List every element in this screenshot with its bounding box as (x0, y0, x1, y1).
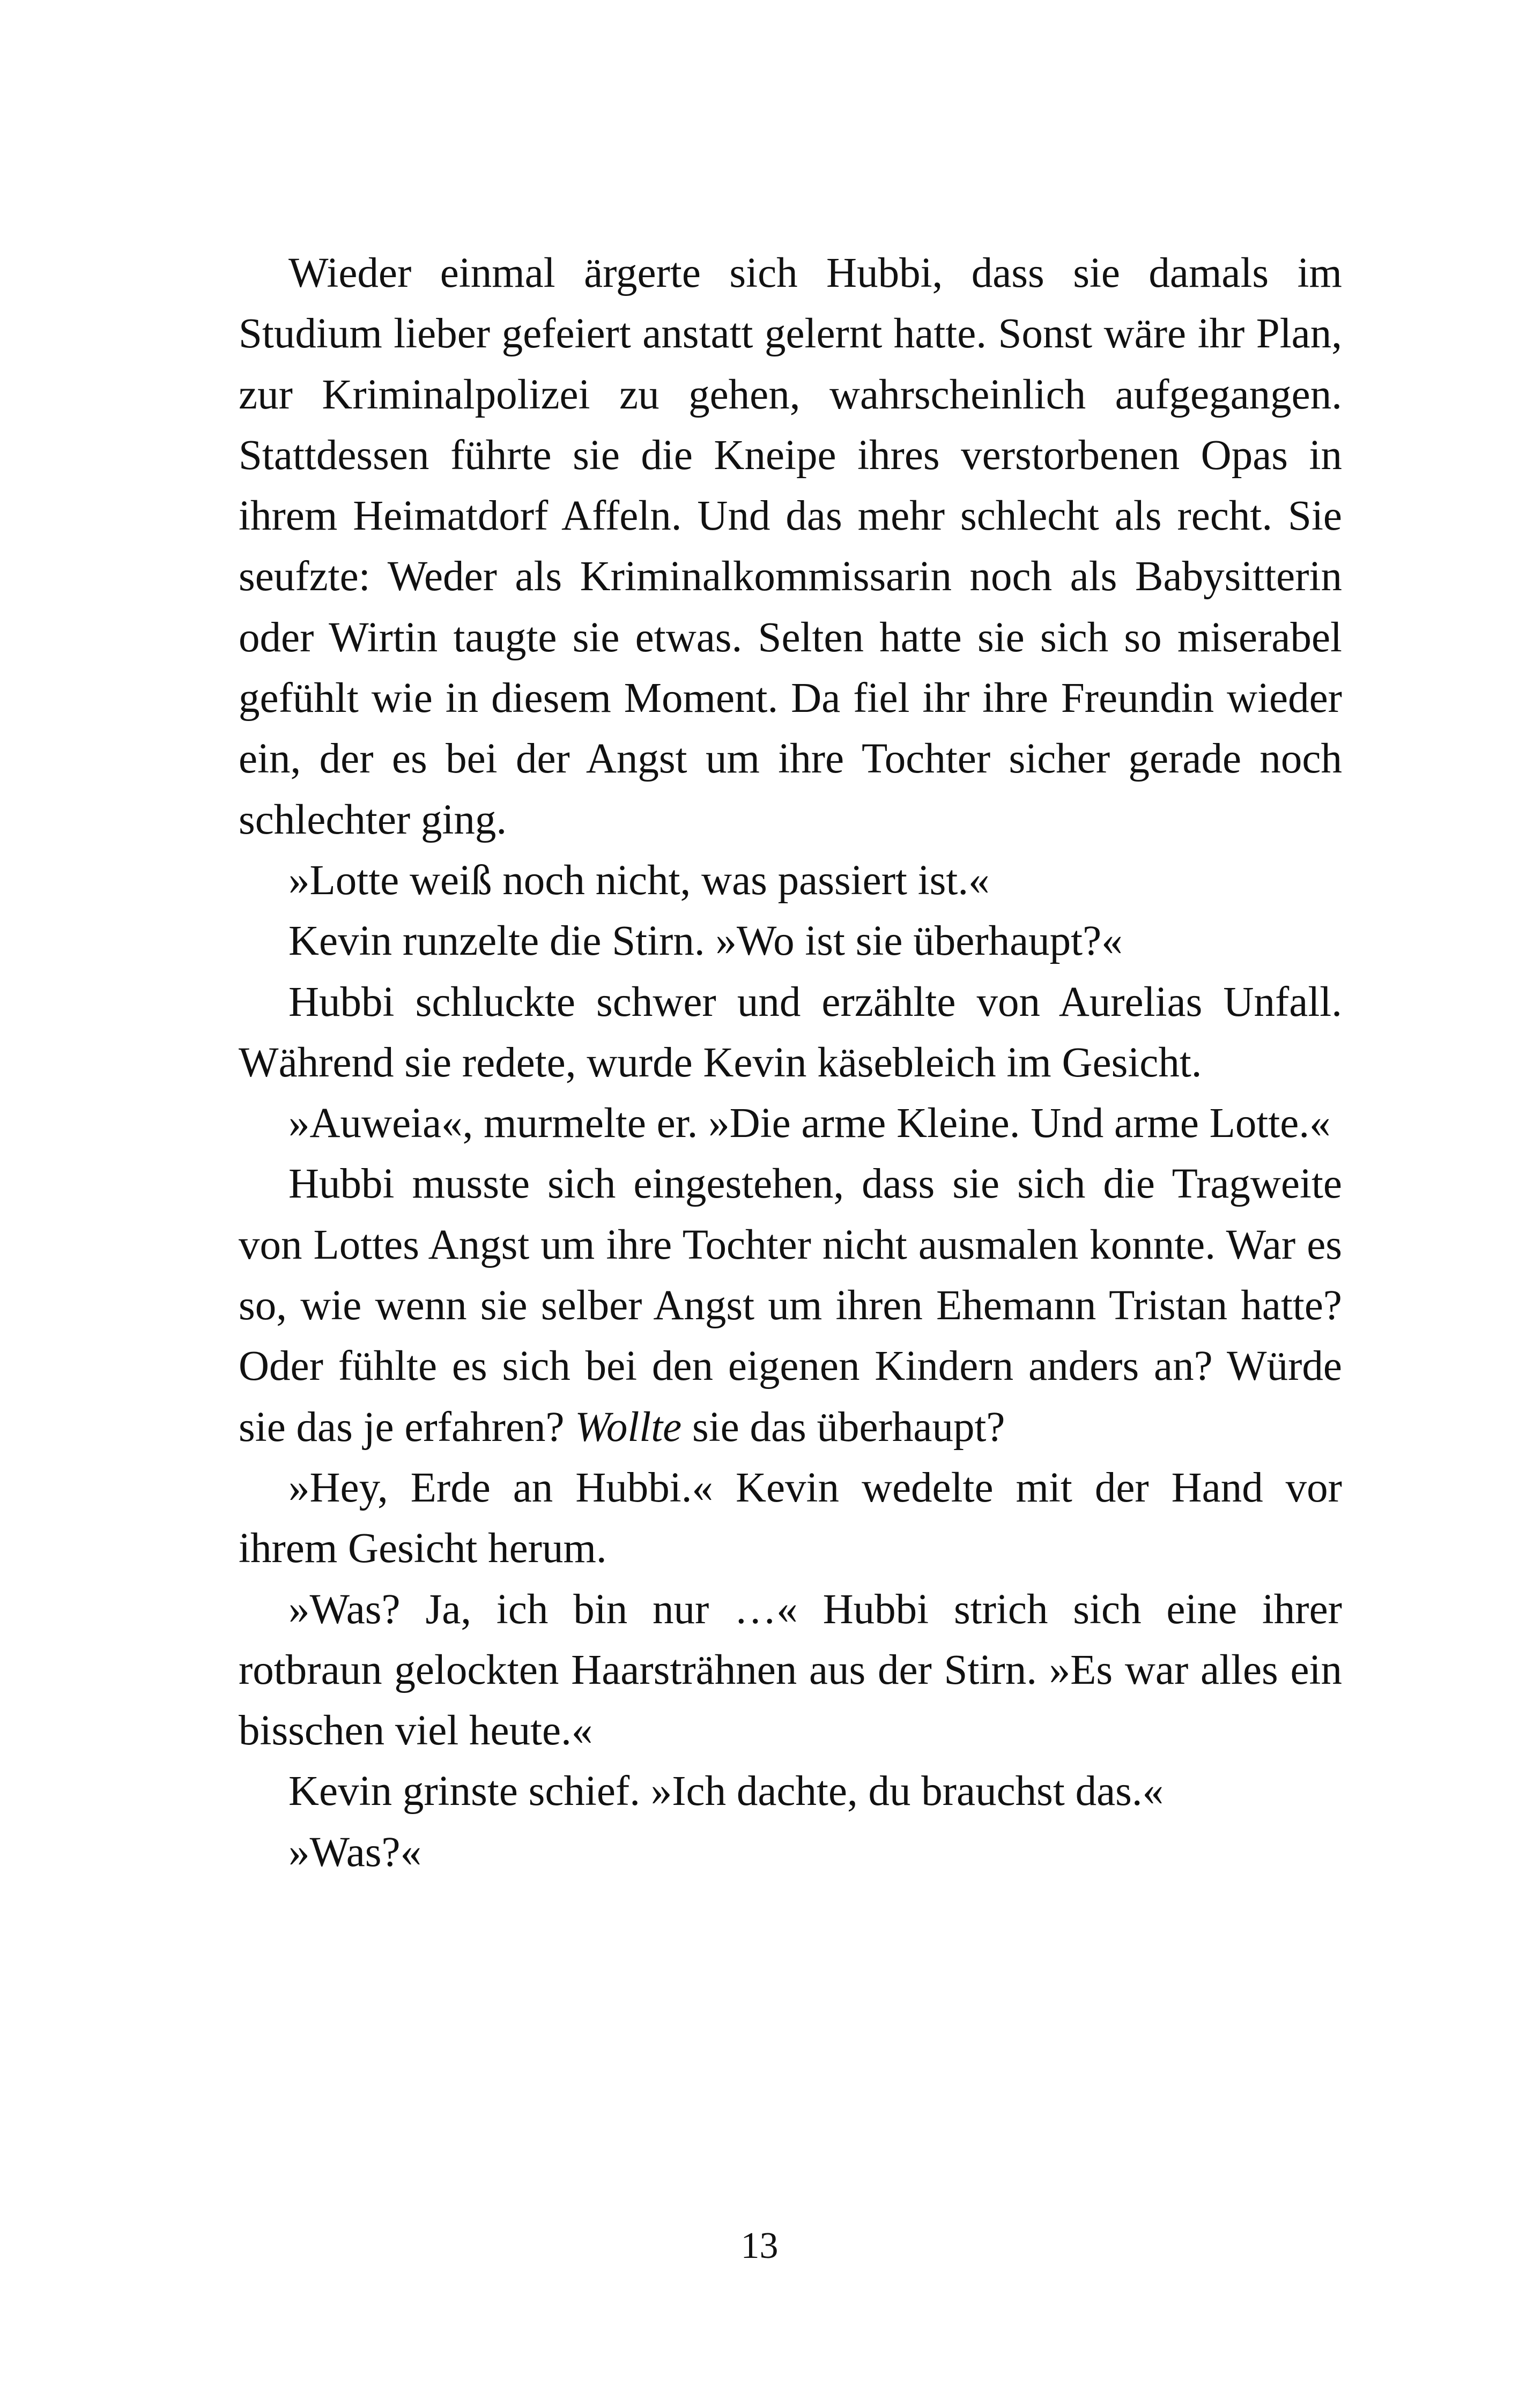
page-number: 13 (740, 2225, 779, 2266)
paragraph-text: Hubbi musste sich eingestehen, dass sie sich die Tragweite von Lottes Angst um ihre Tochter nicht ausmalen konnte. War es so, wie wenn sie selber Angst um ihren Ehemann Tristan hatte? Oder fühlte es sich bei den eigenen Kindern anders an? Würde sie das je erfahren? (239, 1161, 1342, 1451)
paragraph: »Lotte weiß noch nicht, was passiert ist.« (288, 857, 990, 904)
paragraph: »Auweia«, murmelte er. »Die arme Kleine. Und arme Lotte.« (288, 1100, 1331, 1147)
paragraph: »Hey, Erde an Hubbi.« Kevin wedelte mit der Hand vor ihrem Gesicht herum. (239, 1464, 1342, 1572)
paragraph-text-tail: sie das überhaupt? (681, 1403, 1005, 1451)
paragraph: Kevin grinste schief. »Ich dachte, du brauchst das.« (288, 1768, 1164, 1815)
italic-emphasis: Wollte (575, 1403, 682, 1451)
paragraph: Kevin runzelte die Stirn. »Wo ist sie überhaupt?« (288, 918, 1123, 965)
paragraph (239, 1154, 1342, 1457)
body-text (239, 243, 1342, 1883)
paragraph: Hubbi schluckte schwer und erzählte von Aurelias Unfall. Während sie redete, wurde Kevin käsebleich im Gesicht. (239, 978, 1342, 1086)
paragraph: »Was?« (288, 1829, 422, 1876)
paragraph: »Was? Ja, ich bin nur …« Hubbi strich sich eine ihrer rotbraun gelockten Haarsträhnen aus der Stirn. »Es war alles ein bisschen viel heute.« (239, 1586, 1342, 1755)
paragraph: Wieder einmal ärgerte sich Hubbi, dass sie damals im Studium lieber gefeiert anstatt gelernt hatte. Sonst wäre ihr Plan, zur Kriminalpolizei zu gehen, wahrscheinlich aufgegangen. Stattdessen führte sie die Kneipe ihres verstorbenen Opas in ihrem Heimatdorf Affeln. Und das mehr schlecht als recht. Sie seufzte: Weder als Kriminalkommissarin noch als Babysitterin oder Wirtin taugte sie etwas. Selten hatte sie sich so miserabel gefühlt wie in diesem Moment. Da fiel ihr ihre Freundin wieder ein, der es bei der Angst um ihre Tochter sicher gerade noch schlechter ging. (239, 250, 1342, 843)
